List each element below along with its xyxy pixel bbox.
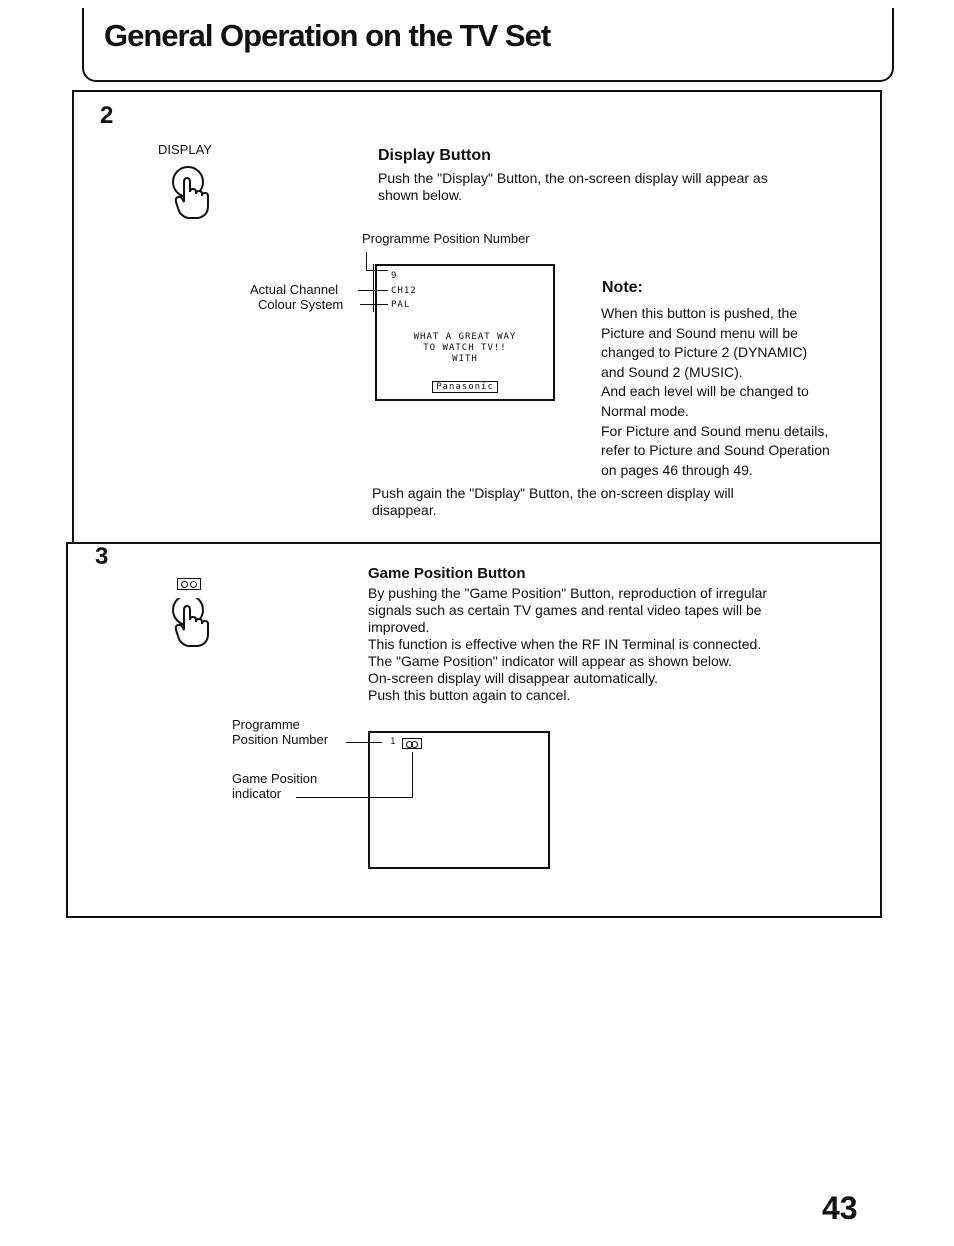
step-3-number: 3	[95, 543, 109, 570]
tv-screen-game-position	[368, 731, 550, 869]
text-line: By pushing the "Game Position" Button, reproduction of irregular	[368, 585, 768, 601]
note-line: on pages 46 through 49.	[601, 461, 753, 478]
osd-programme-number: 1	[390, 737, 397, 747]
osd-programme-number: 9	[391, 271, 398, 281]
page-title: General Operation on the TV Set	[104, 18, 551, 53]
game-position-text	[368, 585, 848, 704]
tv-screen-display	[375, 264, 555, 401]
text-line: Push this button again to cancel.	[368, 687, 571, 703]
osd-colour-system: PAL	[391, 300, 411, 310]
osd-message-line: WITH	[452, 354, 478, 364]
leader-line	[346, 742, 382, 743]
display-button-heading: Display Button	[378, 147, 491, 164]
display-button-text	[378, 170, 858, 204]
display-footer-text	[372, 485, 852, 519]
page-number: 43	[822, 1190, 858, 1226]
game-position-cassette-icon	[177, 578, 201, 590]
leader-line	[360, 304, 388, 305]
leader-line	[366, 270, 388, 271]
note-line: When this button is pushed, the	[601, 305, 798, 321]
note-heading: Note:	[602, 279, 643, 296]
leader-line	[412, 752, 413, 798]
text-line: Push again the "Display" Button, the on-screen display will	[372, 485, 734, 501]
game-position-heading: Game Position Button	[368, 565, 526, 582]
step-2-number: 2	[100, 102, 114, 129]
text-line: The "Game Position" indicator will appear as shown below.	[368, 653, 733, 669]
leader-line	[296, 797, 413, 798]
note-line: changed to Picture 2 (DYNAMIC)	[601, 344, 808, 361]
callout-line: Programme	[232, 717, 300, 732]
note-text	[601, 304, 871, 480]
callout-actual-channel: Actual Channel	[250, 282, 339, 297]
leader-line	[358, 290, 388, 291]
note-line: For Picture and Sound menu details,	[601, 422, 829, 439]
callout-programme-position: Programme Position Number	[362, 231, 530, 246]
leader-line	[366, 252, 367, 270]
note-line: Picture and Sound menu will be	[601, 324, 798, 341]
hand-press-icon	[166, 160, 216, 230]
osd-message-line: TO WATCH TV!!	[423, 343, 507, 353]
text-line: improved.	[368, 619, 430, 635]
osd-message-line: WHAT A GREAT WAY	[413, 332, 517, 342]
note-line: Normal mode.	[601, 402, 689, 419]
text-line: shown below.	[378, 187, 463, 203]
text-line: Push the "Display" Button, the on-screen display will appear as	[378, 170, 768, 186]
callout-programme-position	[232, 717, 328, 747]
text-line: On-screen display will disappear automatically.	[368, 670, 658, 686]
osd-channel: CH12	[391, 286, 417, 296]
text-line: signals such as certain TV games and rental video tapes will be	[368, 602, 762, 618]
callout-line: Position Number	[232, 732, 329, 747]
osd-brand: Panasonic	[432, 381, 498, 393]
note-line: And each level will be changed to	[601, 383, 809, 400]
callout-line: indicator	[232, 786, 282, 801]
note-line: and Sound 2 (MUSIC).	[601, 363, 743, 380]
osd-message	[377, 332, 553, 365]
note-line: refer to Picture and Sound Operation	[601, 442, 830, 459]
callout-line: Game Position	[232, 771, 318, 786]
osd-game-position-icon	[402, 738, 422, 749]
text-line: This function is effective when the RF IN Terminal is connected.	[368, 636, 762, 652]
text-line: disappear.	[372, 502, 437, 518]
hand-press-icon	[166, 598, 216, 658]
display-button-label: DISPLAY	[158, 142, 212, 157]
callout-colour-system: Colour System	[258, 297, 344, 312]
osd-brand-box	[377, 376, 553, 394]
